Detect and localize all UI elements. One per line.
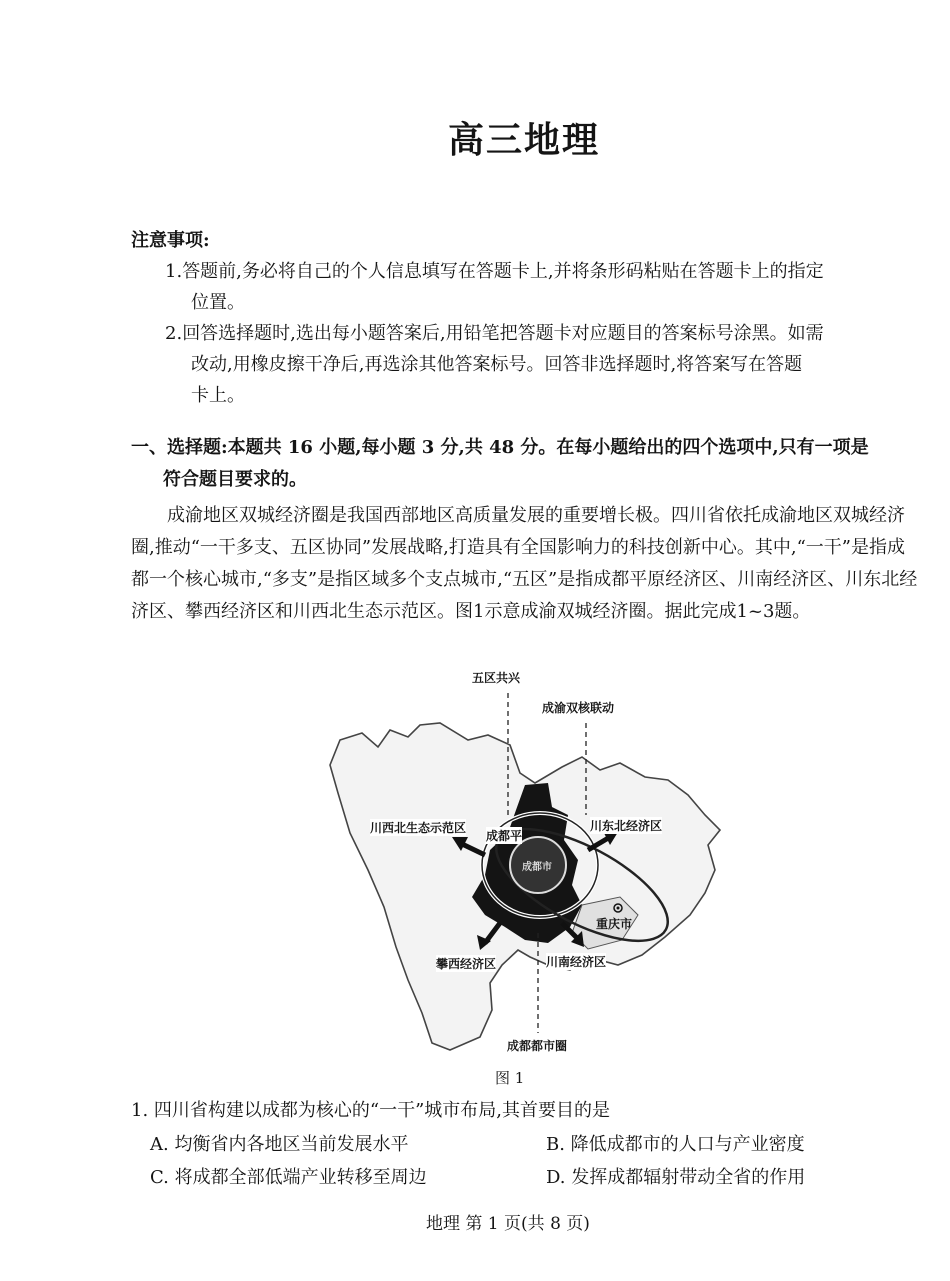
label-chengdu-plain: 成都平: [486, 829, 523, 843]
label-panxi-zone: 攀西经济区: [436, 957, 497, 971]
label-five-zones: 五区共兴: [472, 671, 521, 685]
chongqing-marker-dot: [617, 907, 620, 910]
label-dual-core: 成渝双核联动: [542, 701, 615, 715]
label-south-zone: 川南经济区: [546, 955, 607, 969]
question-1-option-c: C. 将成都全部低端产业转移至周边: [150, 1167, 427, 1188]
question-1-option-a: A. 均衡省内各地区当前发展水平: [150, 1134, 409, 1155]
notice-item-text: 卡上。: [191, 385, 245, 406]
notice-item-text: 答题前,务必将自己的个人信息填写在答题卡上,并将条形码粘贴在答题卡上的指定: [182, 261, 824, 282]
section-heading-line: 一、选择题:本题共 16 小题,每小题 3 分,共 48 分。在每小题给出的四个选项中,只有一项是: [131, 437, 869, 458]
figure-caption: 图 1: [495, 1069, 525, 1087]
page-footer: 地理 第 1 页(共 8 页): [426, 1214, 590, 1234]
notice-item-1: [165, 256, 824, 318]
section-heading: [131, 432, 921, 496]
notice-heading: 注意事项:: [131, 230, 210, 251]
notice-item-number: 2.: [165, 323, 183, 344]
label-chongqing: 重庆市: [596, 917, 633, 931]
intro-paragraph: 成渝地区双城经济圈是我国西部地区高质量发展的重要增长极。四川省依托成渝地区双城经济圈,推动“一干多支、五区协同”发展战略,打造具有全国影响力的科技创新中心。其中,“一干”是指成都一个核心城市,“多支”是指区域多个支点城市,“五区”是指成都平原经济区、川南经济区、川东北经济区、攀西经济区和川西北生态示范区。图1示意成渝双城经济圈。据此完成1~3题。: [131, 505, 918, 622]
notice-item-text: 回答选择题时,选出每小题答案后,用铅笔把答题卡对应题目的答案标号涂黑。如需: [182, 323, 824, 344]
label-chengdu-city: 成都市: [522, 862, 552, 873]
label-northwest-zone: 川西北生态示范区: [370, 821, 467, 835]
notice-item-2: [165, 318, 824, 411]
notice-item-number: 1.: [165, 261, 183, 282]
question-1-option-b: B. 降低成都市的人口与产业密度: [546, 1134, 805, 1155]
figure-map: [320, 665, 740, 1065]
question-1-option-d: D. 发挥成都辐射带动全省的作用: [546, 1167, 806, 1188]
label-chengdu-metro: 成都都市圈: [507, 1039, 568, 1053]
question-1-stem: 1. 四川省构建以成都为核心的“一干”城市布局,其首要目的是: [131, 1100, 611, 1121]
label-northeast-zone: 川东北经济区: [590, 819, 663, 833]
paper-title: 高三地理: [447, 119, 600, 161]
notice-item-text: 位置。: [191, 292, 245, 313]
section-heading-line: 符合题目要求的。: [163, 469, 307, 490]
notice-item-text: 改动,用橡皮擦干净后,再选涂其他答案标号。回答非选择题时,将答案写在答题: [191, 354, 803, 375]
